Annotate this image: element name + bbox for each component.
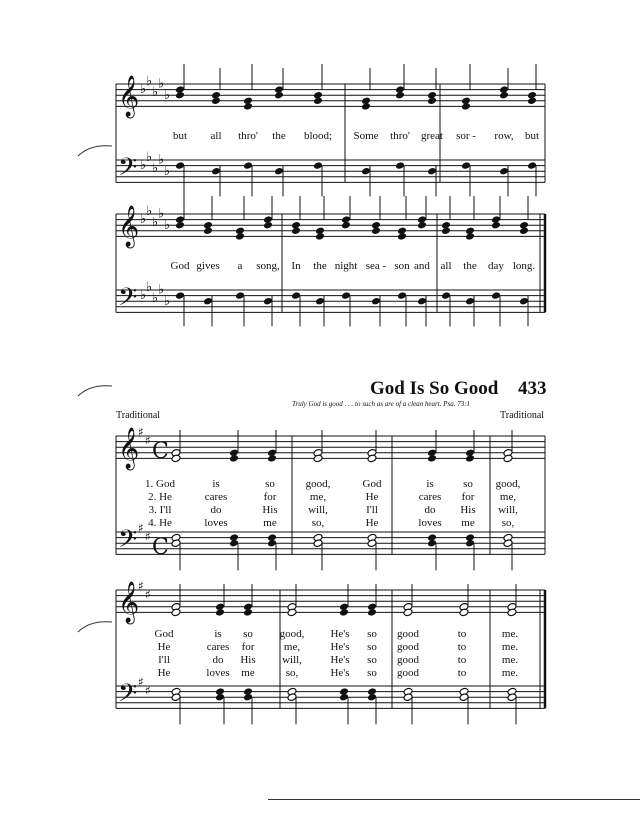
lyric: all <box>440 260 452 272</box>
lyric: 2. He <box>148 491 172 503</box>
flat-icon: ♭ <box>146 203 153 219</box>
note-head <box>229 539 239 548</box>
lyric: so <box>243 628 253 640</box>
note-head <box>203 297 213 306</box>
note-head <box>371 227 381 236</box>
lyric: good, <box>495 478 521 490</box>
lyric: so, <box>285 667 299 679</box>
flat-icon: ♭ <box>140 288 147 304</box>
margin-mark-3 <box>76 616 116 636</box>
words-credit: Traditional <box>116 410 161 421</box>
page-bottom-rule <box>268 799 640 800</box>
lyric: 3. I'll <box>148 504 172 516</box>
hymn-number: 433 <box>518 378 547 399</box>
note-head <box>341 291 351 300</box>
lyric: so <box>367 654 377 666</box>
sharp-icon: ♯ <box>145 587 151 602</box>
lyric: loves <box>204 517 228 529</box>
lyric: is <box>212 478 220 490</box>
note-head <box>499 167 509 176</box>
lyric: son <box>394 260 410 272</box>
treble-clef-icon: 𝄞 <box>118 76 140 117</box>
note-head <box>427 167 437 176</box>
scripture-reference: Truly God is good . . . to such as are of a clean heart. Psa. 73:1 <box>292 400 471 408</box>
lyric: but <box>524 130 540 142</box>
note-head <box>427 539 437 548</box>
flat-icon: ♭ <box>152 161 159 176</box>
note-head <box>243 693 253 702</box>
note-head <box>211 97 221 106</box>
note-head <box>367 693 377 702</box>
lyric: thro' <box>390 130 410 142</box>
lyric: for <box>241 641 255 653</box>
note-head <box>397 232 407 241</box>
sharp-icon: ♯ <box>138 675 144 689</box>
note-head <box>519 227 529 236</box>
note-head <box>361 167 371 176</box>
lyric: 1. God <box>145 478 175 490</box>
note-head <box>417 297 427 306</box>
flat-icon: ♭ <box>152 291 159 306</box>
note-head <box>315 232 325 241</box>
lyric: His <box>460 504 476 516</box>
note-head <box>465 454 475 463</box>
lyric: the <box>272 130 286 142</box>
note-head <box>465 539 475 548</box>
treble-clef-icon: 𝄞 <box>118 206 140 247</box>
note-head <box>371 297 381 306</box>
lyric: He's <box>330 628 350 640</box>
hymn-title: God Is So Good <box>370 378 499 399</box>
note-head <box>175 221 185 230</box>
flat-icon: ♭ <box>140 82 147 98</box>
note-head <box>499 91 509 100</box>
lyric: to <box>457 654 467 666</box>
note-head <box>215 693 225 702</box>
lyric: He <box>157 667 171 679</box>
note-head <box>274 167 284 176</box>
lyric: row, <box>494 130 514 142</box>
lyric: He <box>365 491 379 503</box>
lyric: for <box>461 491 475 503</box>
lyric: great <box>421 130 443 142</box>
bass-clef-icon: 𝄢 <box>118 153 138 188</box>
lyric: so, <box>501 517 515 529</box>
lyric: His <box>240 654 256 666</box>
sharp-icon: ♯ <box>138 521 144 535</box>
lyric: me, <box>283 641 301 653</box>
lyric: God <box>170 260 190 272</box>
bass-clef-icon: 𝄢 <box>118 525 138 560</box>
note-head <box>211 167 221 176</box>
note-head <box>367 608 377 617</box>
lyric: good <box>397 641 419 653</box>
lyric: cares <box>206 641 230 653</box>
sharp-icon: ♯ <box>138 579 144 593</box>
lyric: God <box>362 478 382 490</box>
note-head <box>339 693 349 702</box>
note-head <box>243 608 253 617</box>
sharp-icon: ♯ <box>145 683 151 698</box>
note-head <box>519 297 529 306</box>
note-head <box>235 232 245 241</box>
note-head <box>215 608 225 617</box>
lyric: and <box>414 260 430 272</box>
lyric: sor - <box>456 130 476 142</box>
lyric: me. <box>501 667 519 679</box>
note-head <box>461 102 471 111</box>
lyric: He's <box>330 654 350 666</box>
lyric: me, <box>499 491 517 503</box>
note-head <box>175 91 185 100</box>
margin-mark-2 <box>76 380 116 400</box>
lyric: the <box>463 260 477 272</box>
common-time-icon: C <box>152 535 169 560</box>
lyric: me. <box>501 654 519 666</box>
lyric: me <box>241 667 255 679</box>
lyric: good <box>397 628 419 640</box>
note-head <box>263 297 273 306</box>
note-head <box>397 291 407 300</box>
lyric: so <box>367 641 377 653</box>
flat-icon: ♭ <box>146 149 153 165</box>
flat-icon: ♭ <box>164 293 171 309</box>
lyric: loves <box>418 517 442 529</box>
flat-icon: ♭ <box>158 76 165 92</box>
lyric: me. <box>501 641 519 653</box>
note-head <box>465 232 475 241</box>
note-head <box>291 291 301 300</box>
bass-clef-icon: 𝄢 <box>118 679 138 714</box>
note-head <box>315 297 325 306</box>
lyric: so <box>265 478 275 490</box>
lyric: good <box>397 654 419 666</box>
note-head <box>267 539 277 548</box>
lyric: song, <box>256 260 280 272</box>
note-head <box>263 221 273 230</box>
lyric: a <box>237 260 243 272</box>
note-head <box>235 291 245 300</box>
lyric: do <box>212 654 224 666</box>
lyric: good <box>397 667 419 679</box>
note-head <box>395 161 405 170</box>
lyric: all <box>210 130 222 142</box>
sharp-icon: ♯ <box>145 529 151 544</box>
note-head <box>441 291 451 300</box>
note-head <box>339 608 349 617</box>
flat-icon: ♭ <box>158 282 165 298</box>
bass-clef-icon: 𝄢 <box>118 283 138 318</box>
flat-icon: ♭ <box>164 87 171 103</box>
lyric: so <box>367 667 377 679</box>
note-head <box>417 221 427 230</box>
lyric: thro' <box>238 130 258 142</box>
note-head <box>427 454 437 463</box>
note-head <box>341 221 351 230</box>
lyric: me <box>263 517 277 529</box>
music-credit: Traditional <box>500 410 545 421</box>
lyric: I'll <box>158 654 170 666</box>
note-head <box>313 97 323 106</box>
margin-mark-1 <box>76 140 116 160</box>
note-head <box>175 161 185 170</box>
lyric: do <box>424 504 436 516</box>
lyric: Some <box>353 130 379 142</box>
lyric: do <box>210 504 222 516</box>
note-head <box>465 297 475 306</box>
lyric: loves <box>206 667 230 679</box>
note-head <box>441 227 451 236</box>
lyric: sea - <box>365 260 387 272</box>
lyric: 4. He <box>148 517 172 529</box>
lyric: so, <box>311 517 325 529</box>
lyric: blood; <box>303 130 333 142</box>
note-head <box>491 221 501 230</box>
note-head <box>527 97 537 106</box>
lyric: good, <box>279 628 305 640</box>
lyric: In <box>291 260 301 272</box>
lyric: He <box>157 641 171 653</box>
lyric: day <box>488 260 504 272</box>
note-head <box>427 97 437 106</box>
lyric: He's <box>330 641 350 653</box>
lyric: good, <box>305 478 331 490</box>
lyric: is <box>214 628 222 640</box>
note-head <box>243 161 253 170</box>
treble-clef-icon: 𝄞 <box>118 582 140 623</box>
lyric: His <box>262 504 278 516</box>
lyric: God <box>154 628 174 640</box>
note-head <box>461 161 471 170</box>
lyric: so <box>367 628 377 640</box>
note-head <box>491 291 501 300</box>
flat-icon: ♭ <box>158 152 165 168</box>
lyric: long. <box>512 260 536 272</box>
note-head <box>527 161 537 170</box>
flat-icon: ♭ <box>146 73 153 89</box>
note-head <box>229 454 239 463</box>
flat-icon: ♭ <box>164 163 171 179</box>
note-head <box>274 91 284 100</box>
lyric: gives <box>196 260 220 272</box>
lyric: night <box>334 260 358 272</box>
lyric: but <box>172 130 188 142</box>
lyric: to <box>457 667 467 679</box>
common-time-icon: C <box>152 439 169 464</box>
lyric: me, <box>309 491 327 503</box>
note-head <box>361 102 371 111</box>
sharp-icon: ♯ <box>138 425 144 439</box>
note-head <box>267 454 277 463</box>
note-head <box>313 161 323 170</box>
lyric: He's <box>330 667 350 679</box>
lyric: He <box>365 517 379 529</box>
lyric: the <box>313 260 327 272</box>
lyric: is <box>426 478 434 490</box>
lyric: for <box>263 491 277 503</box>
note-head <box>243 102 253 111</box>
flat-icon: ♭ <box>140 212 147 228</box>
lyric: I'll <box>366 504 378 516</box>
lyric: so <box>463 478 473 490</box>
flat-icon: ♭ <box>140 158 147 174</box>
lyric: to <box>457 628 467 640</box>
lyric: me <box>461 517 475 529</box>
flat-icon: ♭ <box>152 85 159 100</box>
lyric: will, <box>498 504 518 516</box>
flat-icon: ♭ <box>158 206 165 222</box>
lyric: cares <box>418 491 442 503</box>
flat-icon: ♭ <box>164 217 171 233</box>
lyric: me. <box>501 628 519 640</box>
lyric: will, <box>308 504 328 516</box>
flat-icon: ♭ <box>152 215 159 230</box>
note-head <box>203 227 213 236</box>
lyric: cares <box>204 491 228 503</box>
note-head <box>291 227 301 236</box>
lyric: will, <box>282 654 302 666</box>
note-head <box>175 291 185 300</box>
lyric: to <box>457 641 467 653</box>
flat-icon: ♭ <box>146 279 153 295</box>
treble-clef-icon: 𝄞 <box>118 428 140 469</box>
note-head <box>395 91 405 100</box>
sharp-icon: ♯ <box>145 433 151 448</box>
